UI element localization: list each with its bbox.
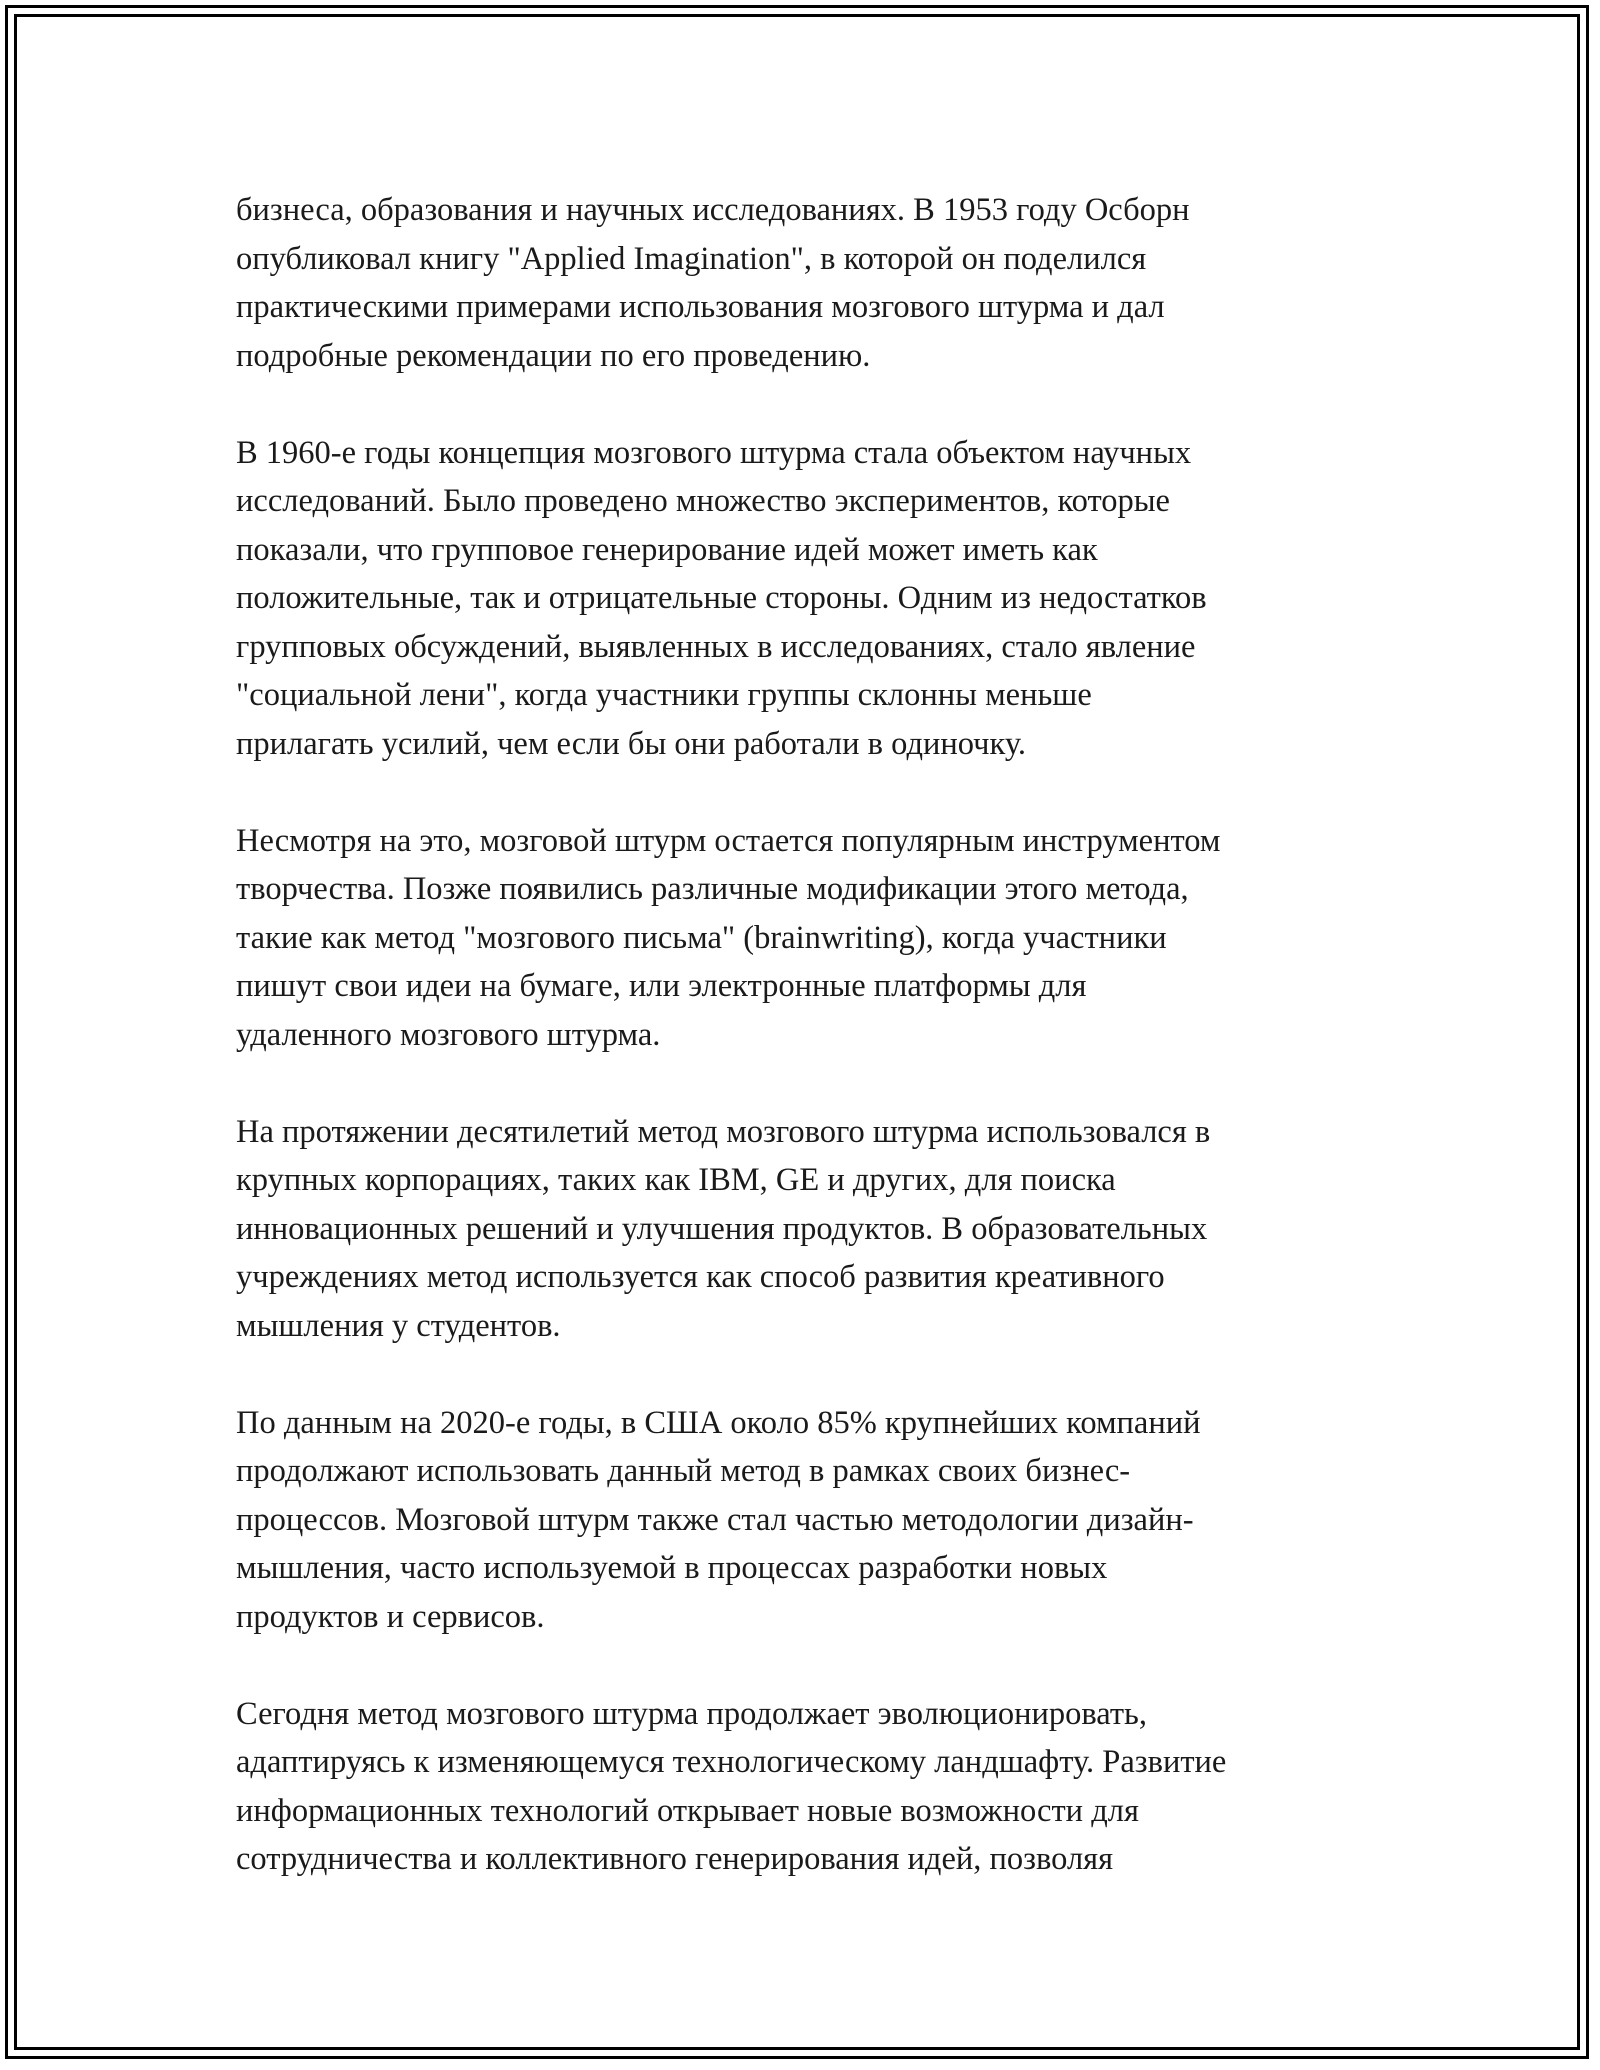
paragraph-modifications: Несмотря на это, мозговой штурм остается популярным инструментом творчества. Позже появились различные модификации этого метода, такие как метод "мозгового письма" (brainwriting), когда участники пишут свои идеи на бумаге, или электронные платформы для удаленного мозгового штурма. xyxy=(236,822,1221,1053)
document-body xyxy=(236,186,1386,1932)
paragraph-1960s-research: В 1960-е годы концепция мозгового штурма стала объектом научных исследований. Было проведено множество экспериментов, которые показали, что групповое генерирование идей может иметь как положительные, так и отрицательные стороны. Одним из недостатков групповых обсуждений, выявленных в исследованиях, стало явление "социальной лени", когда участники группы склонны меньше прилагать усилий, чем если бы они работали в одиночку. xyxy=(236,434,1207,762)
paragraph-2020s-data: По данным на 2020-е годы, в США около 85% крупнейших компаний продолжают использовать данный метод в рамках своих бизнес- процессов. Мозговой штурм также стал частью методологии дизайн- мышления, часто используемой в процессах разработки новых продуктов и сервисов. xyxy=(236,1404,1201,1635)
paragraph-today: Сегодня метод мозгового штурма продолжает эволюционировать, адаптируясь к изменяющемуся технологическому ландшафту. Развитие информационных технологий открывает новые возможности для сотрудничества и коллективного генерирования идей, позволяя xyxy=(236,1695,1227,1877)
paragraph-corporations: На протяжении десятилетий метод мозгового штурма использовался в крупных корпорациях, таких как IBM, GE и других, для поиска инновационных решений и улучшения продуктов. В образовательных учреждениях метод используется как способ развития креативного мышления у студентов. xyxy=(236,1113,1211,1344)
paragraph-osborn-book: бизнеса, образования и научных исследованиях. В 1953 году Осборн опубликовал книгу "Applied Imagination", в которой он поделился практическими примерами использования мозгового штурма и дал подробные рекомендации по его проведению. xyxy=(236,192,1190,374)
